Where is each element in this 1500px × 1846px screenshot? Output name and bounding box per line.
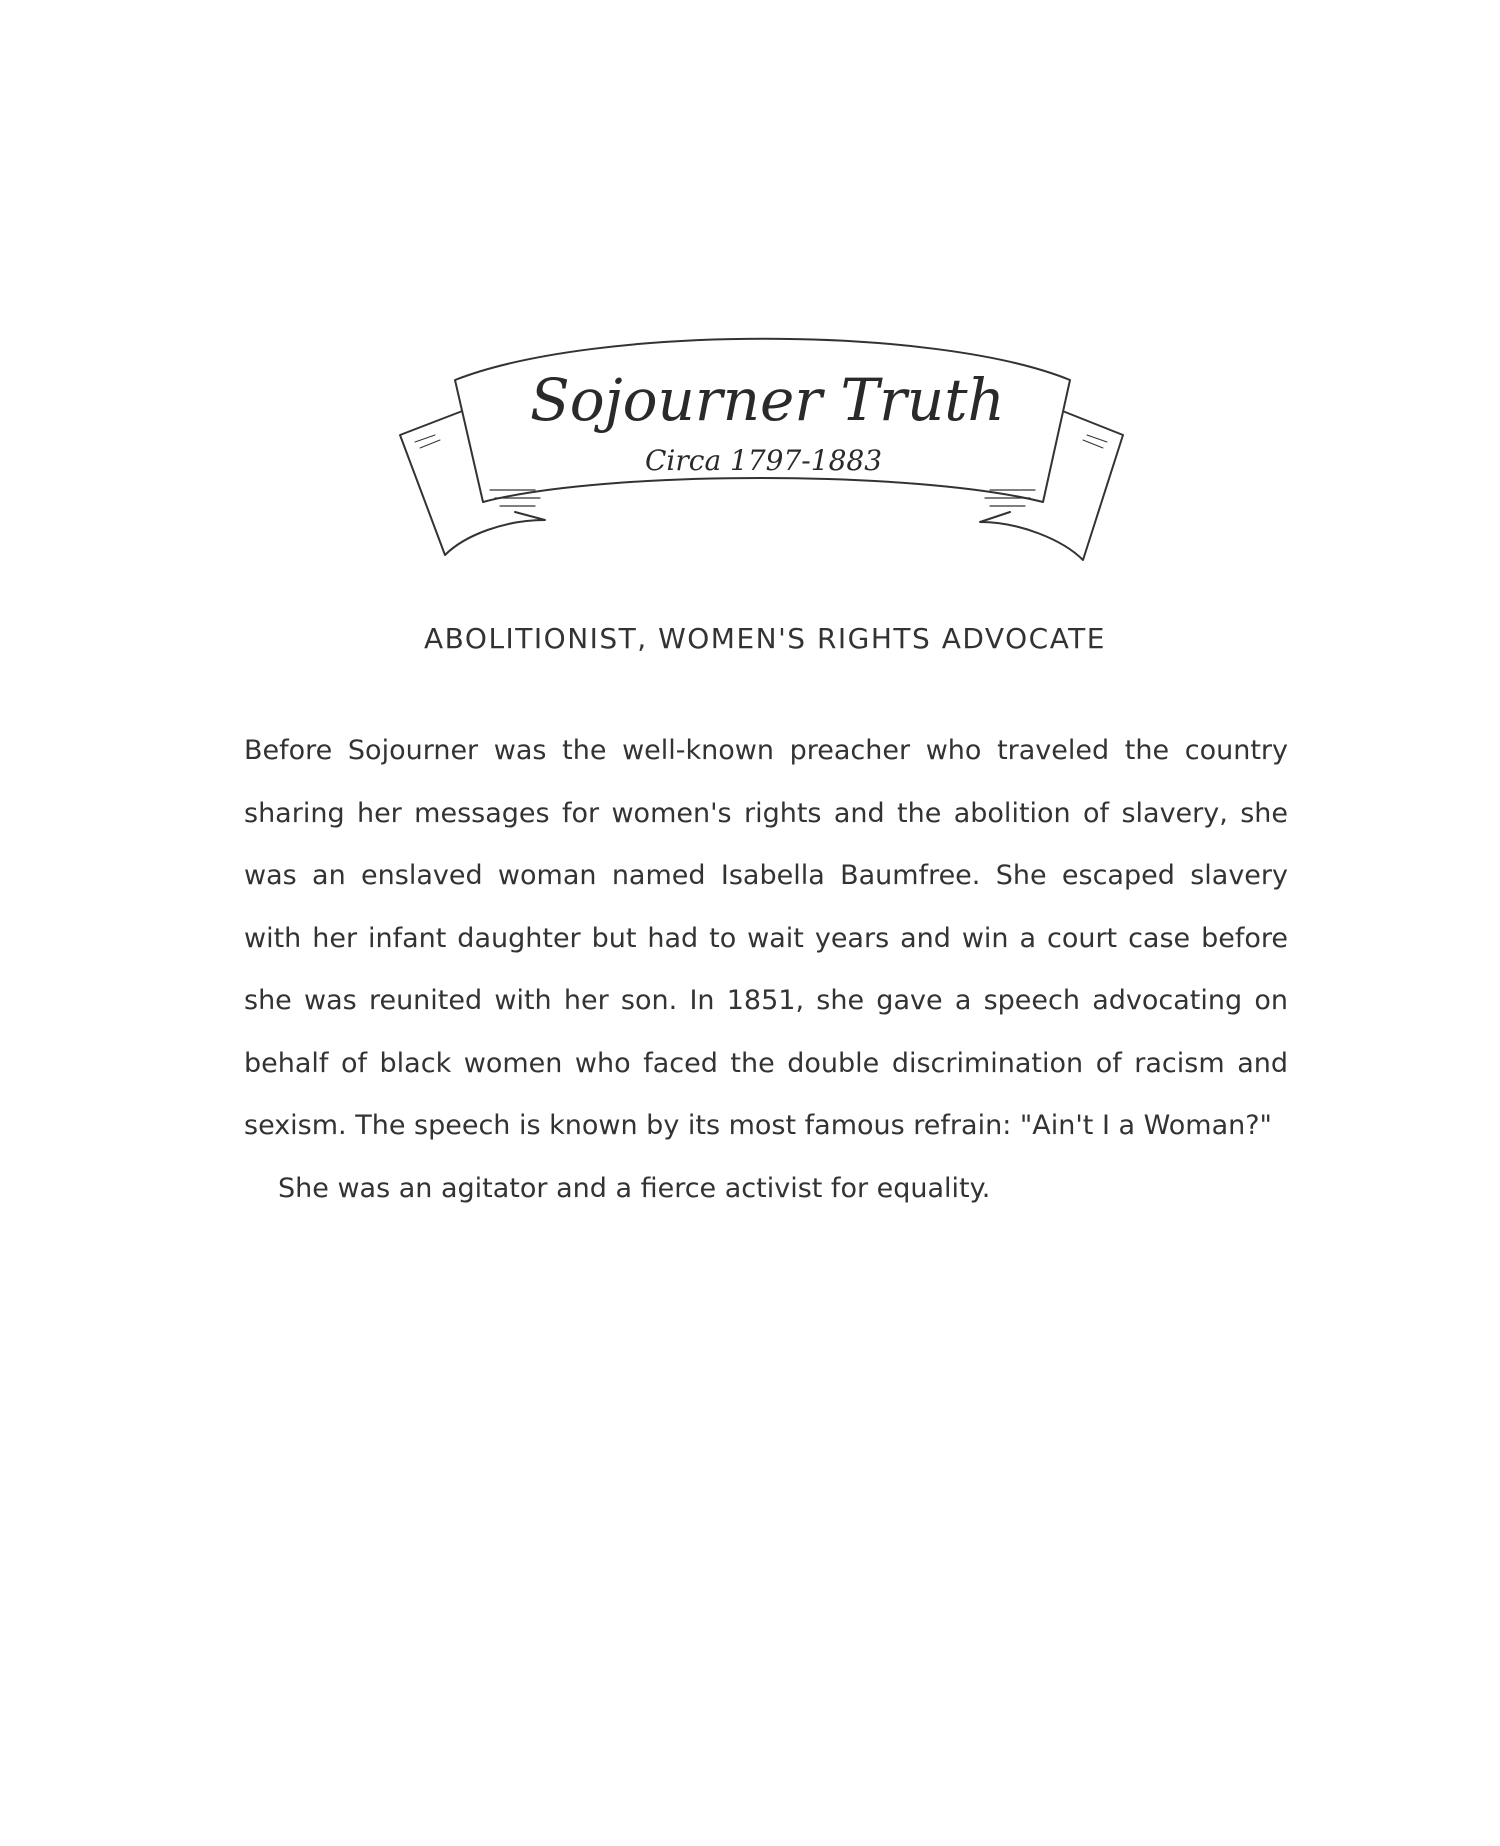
banner-name-lettering: Sojourner Truth xyxy=(530,366,1005,434)
ribbon-banner-illustration xyxy=(395,330,1130,585)
banner-dates-lettering: Circa 1797-1883 xyxy=(645,444,883,477)
ribbon-banner-drawing xyxy=(395,330,1130,585)
paragraph-2: She was an agitator and a fierce activist for equality. xyxy=(278,1172,991,1204)
biography-text xyxy=(244,720,1288,1220)
page-subtitle: ABOLITIONIST, WOMEN'S RIGHTS ADVOCATE xyxy=(424,622,1106,655)
paragraph-1: Before Sojourner was the well-known preacher who traveled the country sharing her messages for women's rights and the abolition of slavery, she was an enslaved woman named Isabella Baumfree. She escaped slavery with her infant daughter but had to wait years and win a court case before she was reunited with her son. In 1851, she gave a speech advocating on behalf of black women who faced the double discrimination of racism and sexism. The speech is known by its most famous refrain: "Ain't I a Woman?" xyxy=(244,735,1288,1141)
